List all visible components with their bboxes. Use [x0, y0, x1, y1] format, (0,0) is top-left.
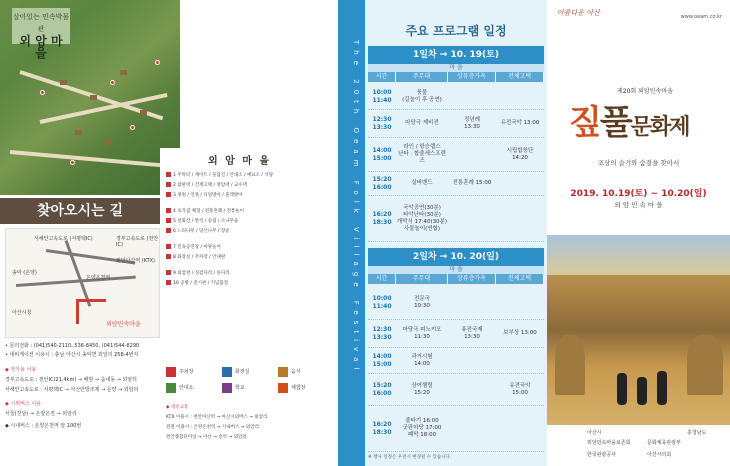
legend-item: 안내소: [166, 382, 214, 394]
row-main-stage: 마당극 피노키오 11:30: [402, 326, 442, 340]
row-main-stage: 마당극 제비전: [405, 120, 439, 126]
title-word: 문화제: [630, 115, 689, 140]
website-url: www.oeam.co.kr: [680, 14, 722, 20]
village-list-item: 10 공방 / 전시관 / 기념품점: [166, 280, 228, 286]
row-all-houses: 유전국악 13:00: [500, 120, 540, 126]
village-list-item: 4 초가집 체험 / 전통혼례 / 전통놀이: [166, 208, 244, 214]
sponsor-logo: 충청남도: [687, 430, 707, 436]
row-upper-house: [448, 138, 496, 171]
info-line: • 문의전화 : (041)540-2110, 536-8450, (041)544-8290: [5, 343, 140, 349]
food-icon: [278, 367, 288, 377]
experience-icon: [278, 383, 288, 393]
row-time: 15:20 16:00: [372, 175, 392, 191]
col-time: 시간: [368, 274, 396, 284]
row-time: 16:20 18:30: [372, 420, 392, 436]
legend-item: 체험장: [278, 382, 326, 394]
route-label: 서해안고속도로 (서평택IC): [34, 236, 93, 242]
map-pin: [155, 60, 160, 65]
legend-item: 화장실: [222, 366, 270, 378]
info-line: 서해안고속도로 : 서평택IC → 아산만방조제 → 온양 → 외암리: [5, 387, 139, 393]
day1-location: 마 을: [368, 64, 544, 72]
village-aerial-map: [0, 0, 180, 195]
route-map: [5, 228, 160, 338]
col-all: 전체고택: [496, 72, 544, 82]
performer-figure: [657, 371, 667, 405]
schedule-footnote: ※ 행사 일정은 우천시 변경될 수 있습니다.: [368, 455, 452, 460]
legend-item: 학교: [222, 382, 270, 394]
parking-icon: [166, 367, 176, 377]
map-house: [60, 80, 67, 85]
row-time: 10:00 11:40: [372, 88, 392, 104]
village-list-item: 7 민속공연장 / 마당놀이: [166, 244, 221, 250]
festival-subtitle: 조상의 슬기와 숨결을 찾아서: [597, 159, 680, 167]
schedule-columns: [368, 72, 544, 82]
row-upper-house: 정년례 13:30: [464, 116, 480, 130]
schedule-row: [368, 172, 544, 196]
row-upper-house: 전통혼례 15:00: [452, 180, 492, 186]
sponsor-logo: 한국관광공사: [587, 452, 616, 458]
row-main-stage: 줄타기 16:00 굿판마당 17:00 폐막 18:00: [402, 418, 442, 438]
route-highlight: [76, 299, 79, 324]
sponsor-logo: 외암민속마을보존회: [587, 440, 631, 446]
village-list-title: 외 암 마 을: [208, 156, 272, 167]
row-main-stage: 상여행렬 15:20: [411, 382, 433, 396]
col-all: 전체고택: [496, 274, 544, 284]
city-logo: 아름다운 아산: [557, 9, 600, 17]
edition-label: 제20회 외암민속마을: [617, 88, 673, 95]
row-all-houses: 보부상 13:00: [503, 330, 537, 336]
row-upper-house: [448, 348, 496, 373]
directions-heading: 찾아오시는 길: [0, 198, 160, 224]
destination-label: 외암민속마을: [106, 321, 141, 328]
village-list-item: 2 참판댁 / 건재고택 / 영암댁 / 교수댁: [166, 182, 247, 188]
festival-date: 2019. 10.19(토) ~ 10.20(일): [570, 189, 707, 199]
map-pin: [110, 80, 115, 85]
left-panel: [0, 0, 180, 466]
row-upper-house: [448, 286, 496, 319]
map-house: [105, 140, 112, 145]
row-time: 12:30 13:30: [372, 325, 392, 341]
map-title-box: [12, 8, 70, 60]
row-upper-house: [448, 196, 496, 241]
row-upper-house: 퓨전국제 13:30: [461, 326, 483, 340]
schedule-title: 주요 프로그램 일정: [405, 24, 507, 38]
route-label: 송악 (온양): [12, 270, 37, 276]
title-char: 짚: [569, 103, 600, 143]
schedule-row: [368, 84, 544, 110]
route-road: [16, 276, 136, 287]
info-heading: ◆ 시외버스 이용: [5, 401, 42, 407]
row-main-stage: 전문국 10:30: [414, 295, 430, 309]
transport-line: 전철 이용시 : 온양온천역 → 시내버스 → 외암리: [166, 425, 259, 430]
school-icon: [222, 383, 232, 393]
row-upper-house: [448, 84, 496, 109]
info-line: 서울(강남) → 온양온천 → 외암리: [5, 411, 77, 417]
legend-item: 음식: [278, 366, 326, 378]
legend-item: 주차장: [166, 366, 214, 378]
schedule-row: [368, 374, 544, 406]
row-all-houses: 시립합창단 14:20: [506, 147, 534, 161]
row-time: 16:20 18:30: [372, 210, 392, 226]
row-main-stage: 국악공연(30분) 타악난타(30분) 개막식 17:40(30분) 사물놀이(연합): [396, 204, 448, 232]
performer-figure: [617, 373, 627, 405]
row-main-stage: 과거시험 14:00: [411, 353, 433, 367]
map-pin: [40, 90, 45, 95]
map-house: [75, 130, 82, 135]
day2-location: 마 을: [368, 266, 544, 274]
col-main: 주무대: [396, 72, 448, 82]
village-list-item: 3 정원 / 연못 / 디딜방아 / 물레방아: [166, 192, 243, 198]
schedule-panel: [365, 0, 547, 466]
sponsor-logo: 문화체육관광부: [647, 440, 681, 446]
day2-header: 2일차 → 10. 20(일): [368, 248, 544, 266]
village-list-item: 6 느티나무 / 당산나무 / 장승: [166, 228, 230, 234]
row-time: 14:00 15:00: [372, 146, 392, 162]
col-upper: 상류층가옥: [448, 274, 496, 284]
restroom-icon: [222, 367, 232, 377]
row-main-stage: 라인 / 항승랩스 난타 · 합줄세스프렌즈: [398, 144, 446, 164]
row-time: 15:20 16:00: [372, 381, 392, 397]
schedule-row: [368, 348, 544, 374]
info-line: • 내비게이션 이용시 : 충남 아산시 송악면 외암리 258-4번지: [5, 352, 139, 358]
col-upper: 상류층가옥: [448, 72, 496, 82]
schedule-row: [368, 110, 544, 138]
transport-heading: ◆ 대중교통: [166, 405, 189, 410]
info-icon: [166, 383, 176, 393]
row-time: 12:30 13:30: [372, 115, 392, 131]
row-time: 14:00 15:00: [372, 352, 392, 368]
route-label: 천안아산역 (KTX): [116, 258, 156, 264]
map-house: [120, 70, 127, 75]
row-all-houses: 유전국악 15:00: [509, 382, 531, 396]
map-subtitle: 살아있는 민속박물관: [12, 13, 70, 33]
row-time: 10:00 11:40: [372, 294, 392, 310]
route-highlight: [76, 299, 106, 302]
row-all-houses: [496, 172, 544, 195]
village-list-item: 1 주막터 / 게이트 / 돌담길 / 안내소 / 매표소 / 식당: [166, 172, 273, 178]
transport-line: KTX 이용시 : 천안아산역 → 아산시외버스 → 외암리: [166, 415, 268, 420]
village-list-item: 5 설화산 / 반석 / 송림 / 소나무숲: [166, 218, 238, 224]
map-house: [140, 110, 147, 115]
row-main-stage: 풍물 (길놀이 후 공연): [402, 89, 442, 103]
row-all-houses: [496, 196, 544, 241]
sponsor-logo: 아산시: [587, 430, 602, 436]
map-pin: [130, 125, 135, 130]
row-main-stage: 실버밴드: [411, 180, 433, 186]
performer-figure: [637, 377, 647, 405]
schedule-row: [368, 196, 544, 242]
sponsor-strip: [547, 425, 730, 466]
village-list-item: 9 외암천 / 징검다리 / 돌다리: [166, 270, 230, 276]
schedule-columns: [368, 274, 544, 284]
straw-stack: [555, 335, 585, 395]
straw-stack: [687, 335, 723, 395]
row-all-houses: [496, 348, 544, 373]
festival-place: 외 암 민 속 마 을: [614, 201, 663, 209]
title-char: 풀: [599, 103, 631, 143]
col-time: 시간: [368, 72, 396, 82]
festival-poster: [547, 0, 730, 466]
map-house: [90, 95, 97, 100]
row-upper-house: [448, 406, 496, 451]
col-main: 주무대: [396, 274, 448, 284]
transport-line: 천안종합터미널 → 아산 → 송악 → 외암리: [166, 435, 247, 440]
info-line: 경부고속도로 : 천안IC(21.4km) → 배방 → 읍내동 → 외암리: [5, 377, 138, 383]
info-line: ◆ 시내버스 : 온양온천역 앞 100번: [5, 423, 82, 429]
info-heading: ◆ 자가용 이용: [5, 367, 37, 373]
schedule-row: [368, 286, 544, 320]
route-label: 경부고속도로 (천안IC): [116, 236, 159, 248]
row-all-houses: [496, 286, 544, 319]
row-upper-house: [448, 374, 496, 405]
day1-header: 1일차 → 10. 19(토): [368, 46, 544, 64]
village-list-item: 8 화장실 / 주차장 / 안내판: [166, 254, 225, 260]
festival-title: [569, 95, 688, 144]
spine-text: The 20th Oeam Folk Village Festival: [352, 40, 360, 376]
photo-sky: [547, 235, 730, 275]
route-label: 온양온천역: [86, 275, 111, 281]
map-title: 외 암 마 을: [19, 34, 63, 60]
route-label: 아산시청: [12, 310, 32, 316]
map-pin: [70, 160, 75, 165]
festival-photo: [547, 235, 730, 425]
schedule-row: [368, 138, 544, 172]
schedule-row: [368, 320, 544, 348]
schedule-row: [368, 406, 544, 452]
row-all-houses: [496, 84, 544, 109]
row-all-houses: [496, 406, 544, 451]
sponsor-logo: 아산시의회: [647, 452, 672, 458]
